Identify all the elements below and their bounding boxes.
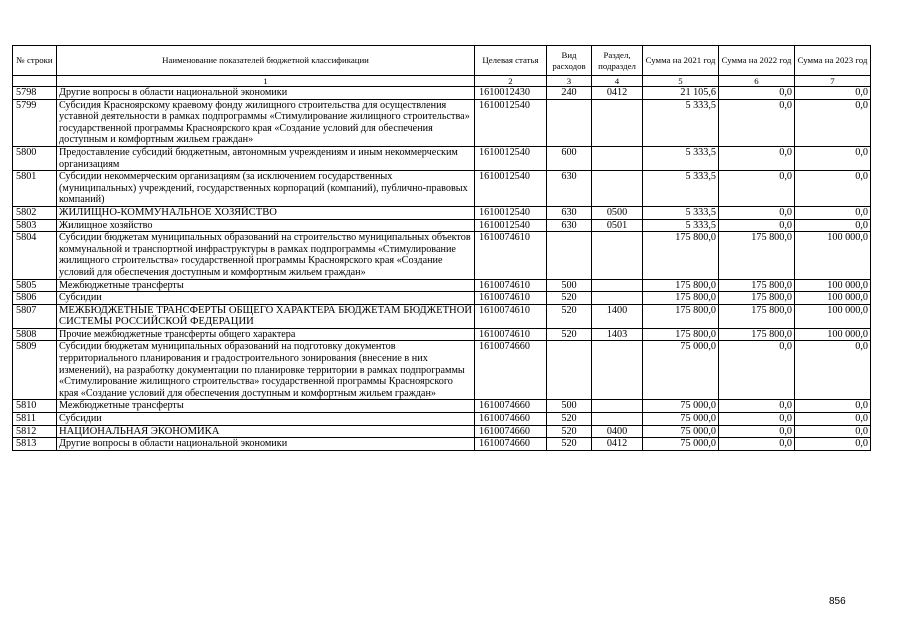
sum-2022-cell: 0,0 xyxy=(719,99,795,146)
section-cell xyxy=(592,146,643,170)
header-name: Наименование показателей бюджетной классификации xyxy=(57,46,475,76)
table-row xyxy=(13,292,871,305)
row-number-cell: 5806 xyxy=(13,292,57,305)
row-number-cell: 5801 xyxy=(13,171,57,207)
indicator-name-cell: ЖИЛИЩНО-КОММУНАЛЬНОЕ ХОЗЯЙСТВО xyxy=(57,206,475,219)
header-row-number: № строки xyxy=(13,46,57,76)
table-row xyxy=(13,279,871,292)
expense-type-cell: 520 xyxy=(547,304,592,328)
table-row xyxy=(13,87,871,100)
header-target-article: Целевая статья xyxy=(475,46,547,76)
sum-2023-cell: 100 000,0 xyxy=(795,279,871,292)
expense-type-cell: 630 xyxy=(547,219,592,232)
expense-type-cell: 500 xyxy=(547,279,592,292)
row-number-cell: 5803 xyxy=(13,219,57,232)
sum-2022-cell: 0,0 xyxy=(719,413,795,426)
sum-2022-cell: 175 800,0 xyxy=(719,279,795,292)
expense-type-cell: 520 xyxy=(547,425,592,438)
target-article-cell: 1610012540 xyxy=(475,99,547,146)
sum-2023-cell: 0,0 xyxy=(795,146,871,170)
target-article-cell: 1610074660 xyxy=(475,425,547,438)
row-number-cell: 5809 xyxy=(13,341,57,400)
column-number: 2 xyxy=(475,76,547,87)
table-row xyxy=(13,425,871,438)
expense-type-cell: 520 xyxy=(547,413,592,426)
sum-2023-cell: 0,0 xyxy=(795,219,871,232)
sum-2022-cell: 175 800,0 xyxy=(719,232,795,279)
row-number-cell: 5805 xyxy=(13,279,57,292)
expense-type-cell: 240 xyxy=(547,87,592,100)
sum-2021-cell: 75 000,0 xyxy=(643,438,719,451)
section-cell xyxy=(592,232,643,279)
sum-2021-cell: 75 000,0 xyxy=(643,413,719,426)
indicator-name-cell: НАЦИОНАЛЬНАЯ ЭКОНОМИКА xyxy=(57,425,475,438)
sum-2022-cell: 0,0 xyxy=(719,425,795,438)
section-cell xyxy=(592,279,643,292)
table-header xyxy=(13,46,871,87)
sum-2022-cell: 0,0 xyxy=(719,87,795,100)
expense-type-cell: 500 xyxy=(547,400,592,413)
header-sum-2021: Сумма на 2021 год xyxy=(643,46,719,76)
sum-2021-cell: 75 000,0 xyxy=(643,341,719,400)
section-cell xyxy=(592,400,643,413)
sum-2021-cell: 21 105,6 xyxy=(643,87,719,100)
sum-2022-cell: 175 800,0 xyxy=(719,304,795,328)
indicator-name-cell: Другие вопросы в области национальной экономики xyxy=(57,438,475,451)
target-article-cell: 1610012540 xyxy=(475,206,547,219)
column-number: 1 xyxy=(57,76,475,87)
section-cell xyxy=(592,171,643,207)
row-number-cell: 5811 xyxy=(13,413,57,426)
row-number-cell: 5802 xyxy=(13,206,57,219)
column-number-blank xyxy=(13,76,57,87)
sum-2023-cell: 100 000,0 xyxy=(795,232,871,279)
budget-table xyxy=(12,45,871,451)
target-article-cell: 1610074660 xyxy=(475,341,547,400)
sum-2021-cell: 5 333,5 xyxy=(643,171,719,207)
section-cell: 1400 xyxy=(592,304,643,328)
sum-2021-cell: 75 000,0 xyxy=(643,400,719,413)
section-cell: 0412 xyxy=(592,87,643,100)
section-cell: 1403 xyxy=(592,328,643,341)
indicator-name-cell: Субсидии бюджетам муниципальных образований на строительство муниципальных объектов коммунальной и транспортной инфраструктуры в рамках подпрограммы «Стимулирование жилищного строительства» государственной программы Красноярского края «Создание условий для обеспечения доступным и комфортным жильем граждан» xyxy=(57,232,475,279)
row-number-cell: 5800 xyxy=(13,146,57,170)
row-number-cell: 5807 xyxy=(13,304,57,328)
target-article-cell: 1610012430 xyxy=(475,87,547,100)
table-row xyxy=(13,413,871,426)
target-article-cell: 1610074610 xyxy=(475,232,547,279)
section-cell xyxy=(592,292,643,305)
column-number: 3 xyxy=(547,76,592,87)
indicator-name-cell: Предоставление субсидий бюджетным, автономным учреждениям и иным некоммерческим организациям xyxy=(57,146,475,170)
header-section: Раздел, подраздел xyxy=(592,46,643,76)
expense-type-cell xyxy=(547,232,592,279)
sum-2021-cell: 5 333,5 xyxy=(643,219,719,232)
table-row xyxy=(13,400,871,413)
sum-2021-cell: 5 333,5 xyxy=(643,146,719,170)
column-number: 6 xyxy=(719,76,795,87)
sum-2022-cell: 0,0 xyxy=(719,341,795,400)
sum-2023-cell: 100 000,0 xyxy=(795,304,871,328)
table-row xyxy=(13,206,871,219)
table-row xyxy=(13,328,871,341)
table-row xyxy=(13,99,871,146)
sum-2023-cell: 0,0 xyxy=(795,206,871,219)
row-number-cell: 5813 xyxy=(13,438,57,451)
row-number-cell: 5799 xyxy=(13,99,57,146)
table-row xyxy=(13,146,871,170)
expense-type-cell: 630 xyxy=(547,206,592,219)
expense-type-cell xyxy=(547,99,592,146)
sum-2023-cell: 100 000,0 xyxy=(795,328,871,341)
sum-2023-cell: 0,0 xyxy=(795,99,871,146)
sum-2023-cell: 100 000,0 xyxy=(795,292,871,305)
section-cell xyxy=(592,413,643,426)
table-row xyxy=(13,232,871,279)
sum-2023-cell: 0,0 xyxy=(795,400,871,413)
expense-type-cell: 630 xyxy=(547,171,592,207)
expense-type-cell: 600 xyxy=(547,146,592,170)
target-article-cell: 1610074660 xyxy=(475,400,547,413)
target-article-cell: 1610074610 xyxy=(475,279,547,292)
row-number-cell: 5808 xyxy=(13,328,57,341)
section-cell: 0412 xyxy=(592,438,643,451)
target-article-cell: 1610012540 xyxy=(475,146,547,170)
section-cell: 0500 xyxy=(592,206,643,219)
sum-2023-cell: 0,0 xyxy=(795,171,871,207)
table-row xyxy=(13,219,871,232)
header-expense-type: Вид расходов xyxy=(547,46,592,76)
sum-2022-cell: 0,0 xyxy=(719,400,795,413)
sum-2022-cell: 0,0 xyxy=(719,206,795,219)
target-article-cell: 1610074610 xyxy=(475,292,547,305)
target-article-cell: 1610012540 xyxy=(475,171,547,207)
expense-type-cell: 520 xyxy=(547,328,592,341)
column-number: 5 xyxy=(643,76,719,87)
indicator-name-cell: Межбюджетные трансферты xyxy=(57,400,475,413)
indicator-name-cell: Субсидии некоммерческим организациям (за исключением государственных (муниципальных) учреждений, государственных корпораций (компаний), публично-правовых компаний) xyxy=(57,171,475,207)
target-article-cell: 1610074610 xyxy=(475,304,547,328)
sum-2021-cell: 75 000,0 xyxy=(643,425,719,438)
sum-2021-cell: 5 333,5 xyxy=(643,99,719,146)
column-number: 7 xyxy=(795,76,871,87)
indicator-name-cell: Субсидии xyxy=(57,413,475,426)
sum-2023-cell: 0,0 xyxy=(795,425,871,438)
sum-2021-cell: 175 800,0 xyxy=(643,304,719,328)
row-number-cell: 5810 xyxy=(13,400,57,413)
sum-2023-cell: 0,0 xyxy=(795,438,871,451)
table-row xyxy=(13,304,871,328)
sum-2021-cell: 175 800,0 xyxy=(643,279,719,292)
target-article-cell: 1610074660 xyxy=(475,438,547,451)
indicator-name-cell: Прочие межбюджетные трансферты общего характера xyxy=(57,328,475,341)
section-cell: 0501 xyxy=(592,219,643,232)
table-body xyxy=(13,87,871,451)
table-row xyxy=(13,341,871,400)
header-sum-2023: Сумма на 2023 год xyxy=(795,46,871,76)
indicator-name-cell: Жилищное хозяйство xyxy=(57,219,475,232)
sum-2021-cell: 5 333,5 xyxy=(643,206,719,219)
row-number-cell: 5804 xyxy=(13,232,57,279)
target-article-cell: 1610074610 xyxy=(475,328,547,341)
sum-2023-cell: 0,0 xyxy=(795,87,871,100)
target-article-cell: 1610074660 xyxy=(475,413,547,426)
indicator-name-cell: Межбюджетные трансферты xyxy=(57,279,475,292)
expense-type-cell: 520 xyxy=(547,292,592,305)
sum-2023-cell: 0,0 xyxy=(795,341,871,400)
sum-2022-cell: 0,0 xyxy=(719,219,795,232)
indicator-name-cell: Другие вопросы в области национальной экономики xyxy=(57,87,475,100)
row-number-cell: 5798 xyxy=(13,87,57,100)
indicator-name-cell: Субсидия Красноярскому краевому фонду жилищного строительства для осуществления уставной деятельности в рамках подпрограммы «Стимулирование жилищного строительства» государственной программы Красноярского края «Создание условий для обеспечения доступным и комфортным жильем граждан» xyxy=(57,99,475,146)
section-cell: 0400 xyxy=(592,425,643,438)
page-number: 856 xyxy=(829,596,846,607)
sum-2021-cell: 175 800,0 xyxy=(643,328,719,341)
expense-type-cell: 520 xyxy=(547,438,592,451)
section-cell xyxy=(592,341,643,400)
header-sum-2022: Сумма на 2022 год xyxy=(719,46,795,76)
indicator-name-cell: МЕЖБЮДЖЕТНЫЕ ТРАНСФЕРТЫ ОБЩЕГО ХАРАКТЕРА БЮДЖЕТАМ БЮДЖЕТНОЙ СИСТЕМЫ РОССИЙСКОЙ ФЕДЕРАЦИИ xyxy=(57,304,475,328)
sum-2022-cell: 0,0 xyxy=(719,146,795,170)
indicator-name-cell: Субсидии бюджетам муниципальных образований на подготовку документов территориального планирования и градостроительного зонирования (внесение в них изменений), на разработку документации по планировке территории в рамках подпрограммы «Стимулирование жилищного строительства» государственной программы Красноярского края «Создание условий для обеспечения доступным и комфортным жильем граждан» xyxy=(57,341,475,400)
expense-type-cell xyxy=(547,341,592,400)
section-cell xyxy=(592,99,643,146)
sum-2022-cell: 175 800,0 xyxy=(719,328,795,341)
sum-2022-cell: 0,0 xyxy=(719,171,795,207)
sum-2023-cell: 0,0 xyxy=(795,413,871,426)
row-number-cell: 5812 xyxy=(13,425,57,438)
sum-2022-cell: 0,0 xyxy=(719,438,795,451)
sum-2021-cell: 175 800,0 xyxy=(643,292,719,305)
table-row xyxy=(13,438,871,451)
sum-2021-cell: 175 800,0 xyxy=(643,232,719,279)
column-number: 4 xyxy=(592,76,643,87)
sum-2022-cell: 175 800,0 xyxy=(719,292,795,305)
indicator-name-cell: Субсидии xyxy=(57,292,475,305)
table-row xyxy=(13,171,871,207)
target-article-cell: 1610012540 xyxy=(475,219,547,232)
